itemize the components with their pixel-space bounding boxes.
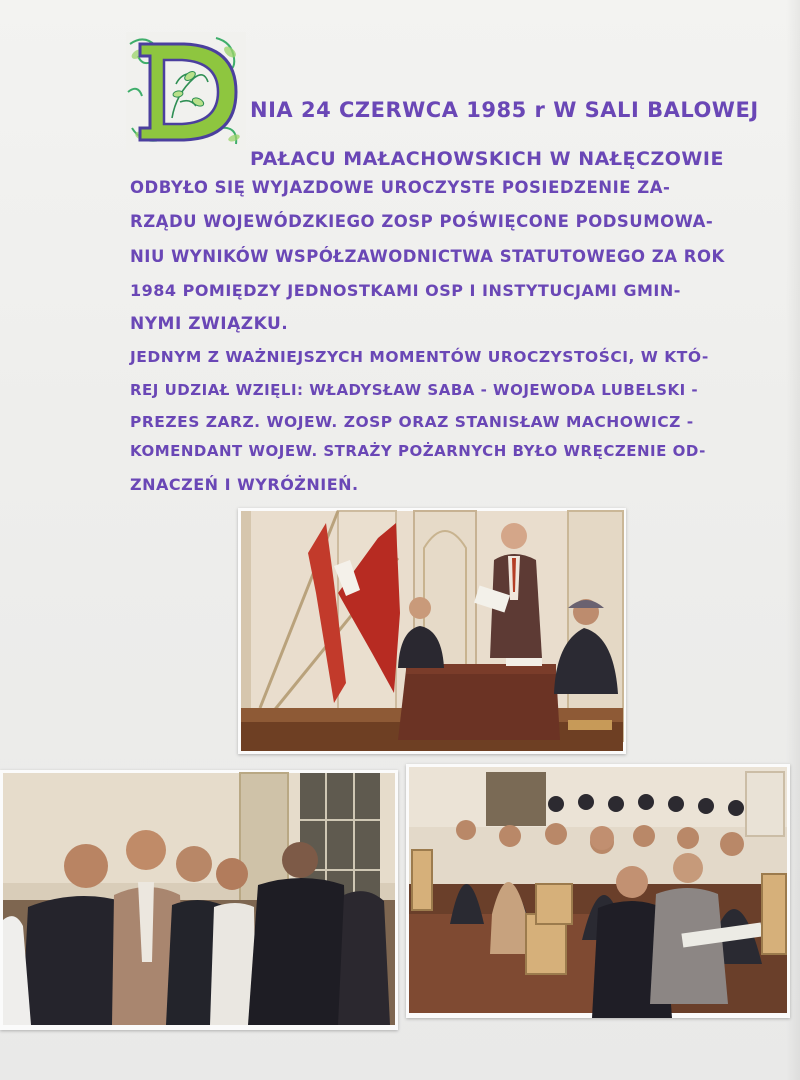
text-line-8: JEDNYM Z WAŻNIEJSZYCH MOMENTÓW UROCZYSTOŚCI, W KTÓ- — [130, 348, 709, 366]
text-line-7: NYMI ZWIĄZKU. — [130, 314, 289, 334]
text-line-2: PAŁACU MAŁACHOWSKICH W NAŁĘCZOWIE — [250, 148, 724, 170]
illuminated-initial-d — [126, 32, 246, 150]
text-line-12: ZNACZEŃ I WYRÓŻNIEŃ. — [130, 475, 359, 494]
text-line-4: RZĄDU WOJEWÓDZKIEGO ZOSP POŚWIĘCONE PODSUMOWA- — [130, 212, 714, 231]
text-line-1: NIA 24 CZERWCA 1985 r W SALI BALOWEJ — [250, 98, 759, 122]
text-line-3: ODBYŁO SIĘ WYJAZDOWE UROCZYSTE POSIEDZENIE ZA- — [130, 178, 671, 197]
text-line-9: REJ UDZIAŁ WZIĘLI: WŁADYSŁAW SABA - WOJEWODA LUBELSKI - — [130, 381, 699, 399]
photo-group-standing — [0, 770, 398, 1030]
photo-head-table — [238, 508, 626, 754]
photo-audience — [406, 764, 790, 1018]
text-line-11: KOMENDANT WOJEW. STRAŻY POŻARNYCH BYŁO WRĘCZENIE OD- — [130, 442, 706, 460]
text-line-6: 1984 POMIĘDZY JEDNOSTKAMI OSP I INSTYTUCJAMI GMIN- — [130, 281, 681, 300]
text-line-5: NIU WYNIKÓW WSPÓŁZAWODNICTWA STATUTOWEGO ZA ROK — [130, 247, 725, 266]
text-line-10: PREZES ZARZ. WOJEW. ZOSP ORAZ STANISŁAW MACHOWICZ - — [130, 413, 694, 431]
